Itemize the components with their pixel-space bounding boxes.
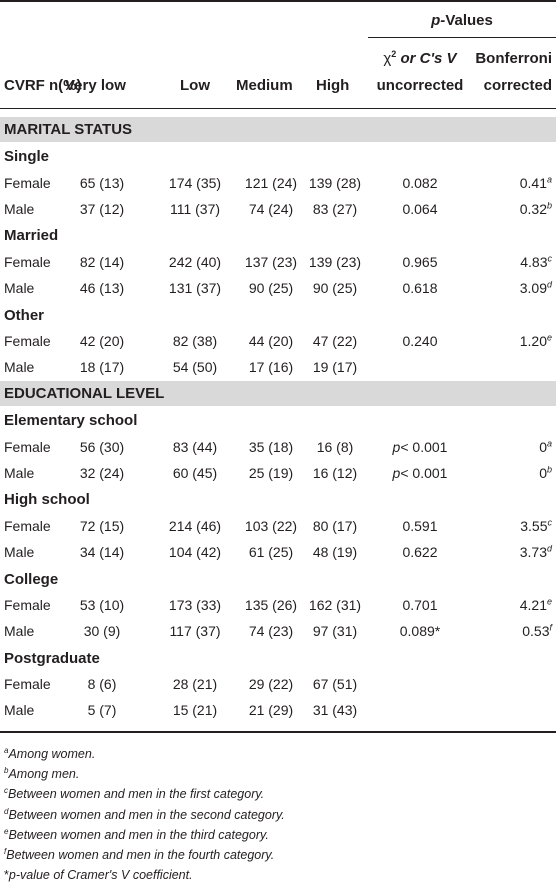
cell-very-low: 42 (20) xyxy=(79,333,125,349)
group-row xyxy=(0,567,556,593)
cell-bonferroni: 4.21e xyxy=(519,596,552,613)
cell-uncorrected: 0.618 xyxy=(402,280,438,296)
cell-medium: 103 (22) xyxy=(244,518,298,534)
row-label: Male xyxy=(4,465,35,481)
table-row xyxy=(0,171,556,197)
cell-very-low: 82 (14) xyxy=(79,254,125,270)
row-label: Male xyxy=(4,702,35,718)
row-label: Female xyxy=(4,175,51,191)
cell-very-low: 32 (24) xyxy=(79,465,125,481)
cell-very-low: 37 (12) xyxy=(79,201,125,217)
row-label: Male xyxy=(4,280,35,296)
table-row xyxy=(0,619,556,645)
col-label-header: CVRF n(%) xyxy=(4,77,82,94)
group-row xyxy=(0,646,556,672)
cell-very-low: 56 (30) xyxy=(79,439,125,455)
cell-medium: 35 (18) xyxy=(248,439,294,455)
group-row xyxy=(0,223,556,249)
group-label: Married xyxy=(4,227,59,244)
col-very-low-header: Very low xyxy=(65,77,126,94)
cell-uncorrected: 0.591 xyxy=(402,518,438,534)
group-row xyxy=(0,144,556,170)
cell-very-low: 65 (13) xyxy=(79,175,125,191)
cell-bonferroni: 0.53$^f$ xyxy=(522,622,552,639)
bottom-rule xyxy=(0,731,556,733)
footnote: $^d$Between women and men in the second category. xyxy=(4,806,285,822)
col-high-header: High xyxy=(316,77,350,94)
footnotes xyxy=(4,744,285,885)
cell-very-low: 5 (7) xyxy=(87,702,117,718)
cell-medium: 90 (25) xyxy=(248,280,294,296)
cell-low: 173 (33) xyxy=(168,597,222,613)
col-uncorrected-top: $\chi^2$ or C's V xyxy=(383,49,457,67)
cell-bonferroni: 0.41$^a$ xyxy=(519,174,552,191)
cell-very-low: 30 (9) xyxy=(83,623,121,639)
cell-uncorrected: 0.240 xyxy=(402,333,438,349)
cell-low: 104 (42) xyxy=(168,544,222,560)
footnote: *p-value of Cramer's V coefficient. xyxy=(4,868,193,883)
group-row xyxy=(0,487,556,513)
cell-medium: 74 (23) xyxy=(248,623,294,639)
cell-bonferroni: 3.73$^d$ xyxy=(519,543,552,560)
cell-medium: 44 (20) xyxy=(248,333,294,349)
cell-low: 60 (45) xyxy=(172,465,218,481)
cell-bonferroni: 0$^a$ xyxy=(539,438,552,455)
cell-low: 117 (37) xyxy=(169,623,221,639)
table-row xyxy=(0,197,556,223)
section-marital-status xyxy=(0,117,556,142)
table-row xyxy=(0,329,556,355)
cell-very-low: 8 (6) xyxy=(87,676,117,692)
header-rule xyxy=(0,108,556,109)
cell-high: 47 (22) xyxy=(312,333,358,349)
table-row xyxy=(0,276,556,302)
cell-uncorrected: 0.622 xyxy=(402,544,438,560)
cell-high: 16 (8) xyxy=(316,439,354,455)
cell-high: 67 (51) xyxy=(312,676,358,692)
row-label: Male xyxy=(4,359,35,375)
cell-low: 28 (21) xyxy=(172,676,218,692)
pvalues-title: p-Values xyxy=(431,12,493,29)
group-label: Postgraduate xyxy=(4,650,100,667)
cell-bonferroni: 3.09$^d$ xyxy=(519,279,552,296)
section-educational-level xyxy=(0,381,556,406)
cell-low: 83 (44) xyxy=(172,439,218,455)
cell-low: 15 (21) xyxy=(172,702,218,718)
cell-low: 111 (37) xyxy=(169,201,221,217)
cell-uncorrected: 0.089* xyxy=(399,623,441,639)
cell-medium: 137 (23) xyxy=(244,254,298,270)
table-row xyxy=(0,355,556,381)
cell-low: 214 (46) xyxy=(168,518,222,534)
group-label: Other xyxy=(4,307,45,324)
group-label: Elementary school xyxy=(4,412,138,429)
col-uncorrected-header: uncorrected xyxy=(376,77,464,94)
cell-low: 174 (35) xyxy=(168,175,222,191)
col-bonferroni-top: Bonferroni xyxy=(475,50,552,67)
cell-low: 131 (37) xyxy=(168,280,222,296)
row-label: Male xyxy=(4,201,35,217)
row-label: Female xyxy=(4,333,51,349)
cell-uncorrected: 0.965 xyxy=(402,254,438,270)
cell-medium: 135 (26) xyxy=(244,597,298,613)
cell-uncorrected: 0.701 xyxy=(402,597,438,613)
cell-medium: 17 (16) xyxy=(248,359,294,375)
cell-uncorrected: 0.064 xyxy=(402,201,438,217)
cell-bonferroni: 0$^b$ xyxy=(539,464,552,481)
cell-high: 139 (23) xyxy=(308,254,362,270)
cell-high: 48 (19) xyxy=(312,544,358,560)
table-row xyxy=(0,250,556,276)
table-row xyxy=(0,540,556,566)
row-label: Male xyxy=(4,623,35,639)
top-rule xyxy=(0,0,556,2)
cell-very-low: 34 (14) xyxy=(79,544,125,560)
cell-low: 54 (50) xyxy=(172,359,218,375)
table-row xyxy=(0,672,556,698)
table-row xyxy=(0,514,556,540)
table-row xyxy=(0,593,556,619)
section-title: MARITAL STATUS xyxy=(4,121,133,138)
cell-high: 97 (31) xyxy=(312,623,358,639)
cell-bonferroni: 3.55$^c$ xyxy=(520,517,552,534)
cell-high: 19 (17) xyxy=(312,359,358,375)
cell-high: 31 (43) xyxy=(312,702,358,718)
cell-bonferroni: 1.20e xyxy=(519,332,552,349)
cell-very-low: 46 (13) xyxy=(79,280,125,296)
cell-high: 139 (28) xyxy=(308,175,362,191)
col-low-header: Low xyxy=(180,77,210,94)
cell-high: 90 (25) xyxy=(312,280,358,296)
cell-high: 83 (27) xyxy=(312,201,358,217)
group-row xyxy=(0,408,556,434)
row-label: Female xyxy=(4,254,51,270)
cell-medium: 25 (19) xyxy=(248,465,294,481)
table-row xyxy=(0,461,556,487)
cell-uncorrected: p< 0.001 xyxy=(392,439,448,455)
footnote: $^f$Between women and men in the fourth category. xyxy=(4,846,275,863)
col-bonferroni-header: corrected xyxy=(483,77,552,94)
cell-medium: 121 (24) xyxy=(244,175,298,191)
row-label: Female xyxy=(4,439,51,455)
cell-low: 82 (38) xyxy=(172,333,218,349)
cell-uncorrected: p< 0.001 xyxy=(392,465,448,481)
cell-bonferroni: 4.83$^c$ xyxy=(520,253,552,270)
group-label: College xyxy=(4,571,59,588)
footnote: $^b$Among men. xyxy=(4,766,80,782)
footnote: $^e$Between women and men in the third category. xyxy=(4,826,269,842)
row-label: Male xyxy=(4,544,35,560)
row-label: Female xyxy=(4,518,51,534)
group-label: Single xyxy=(4,148,50,165)
cell-high: 80 (17) xyxy=(312,518,358,534)
table-row xyxy=(0,435,556,461)
pvalues-underline xyxy=(368,37,556,38)
cell-bonferroni: 0.32$^b$ xyxy=(519,200,552,217)
row-label: Female xyxy=(4,597,51,613)
row-label: Female xyxy=(4,676,51,692)
section-title: EDUCATIONAL LEVEL xyxy=(4,385,165,402)
footnote: $^a$Among women. xyxy=(4,745,96,761)
group-row xyxy=(0,303,556,329)
group-label: High school xyxy=(4,491,90,508)
cell-medium: 29 (22) xyxy=(248,676,294,692)
cell-very-low: 53 (10) xyxy=(79,597,125,613)
cell-high: 162 (31) xyxy=(308,597,362,613)
cell-very-low: 72 (15) xyxy=(79,518,125,534)
col-medium-header: Medium xyxy=(236,77,293,94)
cell-low: 242 (40) xyxy=(168,254,222,270)
cell-uncorrected: 0.082 xyxy=(402,175,438,191)
footnote: $^c$Between women and men in the first category. xyxy=(4,786,265,802)
cell-high: 16 (12) xyxy=(312,465,358,481)
cell-medium: 61 (25) xyxy=(248,544,294,560)
cell-medium: 74 (24) xyxy=(248,201,294,217)
cell-medium: 21 (29) xyxy=(248,702,294,718)
cell-very-low: 18 (17) xyxy=(79,359,125,375)
table-row xyxy=(0,698,556,724)
